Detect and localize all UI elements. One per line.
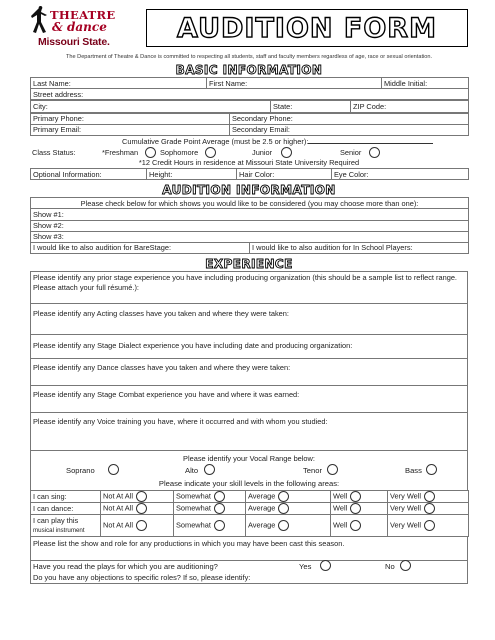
- skill-level-option[interactable]: [246, 503, 331, 515]
- skill-level-option[interactable]: [174, 503, 246, 515]
- read-plays-prompt: Have you read the plays for which you are auditioning?: [33, 562, 218, 572]
- skill-levels-prompt: Please indicate your skill levels in the following areas:: [30, 478, 468, 490]
- senior-radio[interactable]: [369, 147, 380, 158]
- soprano-radio[interactable]: [108, 464, 119, 475]
- sophomore-radio[interactable]: [205, 147, 216, 158]
- bass-label: Bass: [405, 466, 422, 476]
- skill-level-radio[interactable]: [424, 491, 435, 502]
- state-field[interactable]: State:: [271, 101, 351, 112]
- skill-level-label: Average: [248, 503, 276, 513]
- alto-label: Alto: [185, 466, 199, 476]
- tenor-label: Tenor: [303, 466, 322, 476]
- experience-heading: EXPERIENCE: [205, 257, 293, 272]
- cast-this-season-prompt: Please list the show and role for any productions in which you may have been cast this season.: [33, 539, 345, 549]
- skill-level-option[interactable]: [174, 491, 246, 503]
- read-plays-no-radio[interactable]: [400, 560, 411, 571]
- skill-level-radio[interactable]: [214, 491, 225, 502]
- form-title-box: [146, 9, 468, 47]
- secondary-email-field[interactable]: Secondary Email:: [230, 124, 469, 135]
- stage-combat-field[interactable]: [30, 386, 468, 413]
- skill-row: [31, 503, 469, 515]
- class-senior-label: Senior: [340, 147, 362, 157]
- junior-radio[interactable]: [281, 147, 292, 158]
- skill-level-option[interactable]: [101, 515, 174, 537]
- primary-email-field[interactable]: Primary Email:: [31, 124, 230, 135]
- height-field[interactable]: Height:: [147, 168, 237, 179]
- skill-label: [31, 491, 101, 503]
- skill-level-label: Very Well: [390, 520, 422, 530]
- logo-line-dance: & dance: [52, 20, 107, 34]
- freshman-radio[interactable]: [145, 147, 156, 158]
- stage-experience-field[interactable]: [30, 271, 468, 304]
- show-3-field[interactable]: Show #3:: [31, 231, 469, 242]
- audition-form-page: [30, 6, 468, 584]
- skill-level-option[interactable]: [174, 515, 246, 537]
- skill-level-option[interactable]: [388, 491, 469, 503]
- skill-level-radio[interactable]: [278, 491, 289, 502]
- skill-level-radio[interactable]: [278, 520, 289, 531]
- eye-color-field[interactable]: Eye Color:: [332, 168, 469, 179]
- skill-level-label: Somewhat: [176, 491, 211, 501]
- show-2-field[interactable]: Show #2:: [31, 220, 469, 231]
- skill-level-label: Very Well: [390, 503, 422, 513]
- class-freshman-label: *Freshman: [102, 147, 139, 157]
- hair-color-field[interactable]: Hair Color:: [237, 168, 332, 179]
- skill-level-radio[interactable]: [350, 503, 361, 514]
- middle-initial-field[interactable]: Middle Initial:: [382, 78, 469, 89]
- skill-level-label: Well: [333, 491, 348, 501]
- skill-level-label: Somewhat: [176, 520, 211, 530]
- contact-rows: [30, 113, 469, 136]
- city-state-zip-row: [30, 100, 469, 112]
- skill-level-label: Very Well: [390, 491, 422, 501]
- class-junior-label: Junior: [252, 147, 273, 157]
- skill-level-label: Well: [333, 520, 348, 530]
- optional-info-row: [30, 168, 469, 180]
- voice-training-field[interactable]: [30, 413, 468, 451]
- stage-dialect-prompt: Please identify any Stage Dialect experience you have including date and producing organization:: [33, 341, 353, 351]
- skill-level-option[interactable]: [331, 515, 388, 537]
- skill-level-label: Not At All: [103, 491, 133, 501]
- skill-label: [31, 515, 101, 537]
- theatre-dance-logo: [30, 6, 118, 52]
- skill-level-radio[interactable]: [214, 520, 225, 531]
- voice-training-prompt: Please identify any Voice training you have, where it occurred and with whom you studied:: [33, 417, 328, 427]
- credit-hours-note: *12 Credit Hours in residence at Missouri State University Required: [138, 157, 360, 167]
- stage-dialect-field[interactable]: [30, 335, 468, 359]
- role-objections-field[interactable]: [30, 572, 468, 584]
- acting-classes-field[interactable]: [30, 304, 468, 335]
- dance-classes-field[interactable]: [30, 359, 468, 386]
- secondary-phone-field[interactable]: Secondary Phone:: [230, 113, 469, 124]
- skill-levels-table: [30, 490, 469, 537]
- skill-row: [31, 491, 469, 503]
- skill-level-radio[interactable]: [424, 503, 435, 514]
- skill-label-text: I can dance:: [33, 504, 74, 514]
- show-instructions: Please check below for which shows you would like to be considered (you may choose more than one):: [31, 198, 469, 209]
- city-field[interactable]: City:: [31, 101, 271, 112]
- read-plays-row: [30, 561, 468, 572]
- bass-radio[interactable]: [426, 464, 437, 475]
- skill-level-label: Average: [248, 520, 276, 530]
- skill-level-option[interactable]: [331, 491, 388, 503]
- gpa-row: [30, 136, 468, 147]
- first-name-field[interactable]: First Name:: [207, 78, 382, 89]
- cast-this-season-field[interactable]: [30, 537, 468, 561]
- skill-level-label: Average: [248, 491, 276, 501]
- skill-level-option[interactable]: [388, 515, 469, 537]
- skill-level-radio[interactable]: [136, 491, 147, 502]
- skill-level-option[interactable]: [331, 503, 388, 515]
- skill-label: [31, 503, 101, 515]
- class-status-label: Class Status:: [32, 147, 76, 157]
- stage-experience-prompt: Please identify any prior stage experience you have including producing organization (this should be a sample list to reflect range. Please attach your full résumé.):: [33, 273, 457, 293]
- zip-field[interactable]: ZIP Code:: [351, 101, 469, 112]
- skill-label-text: I can sing:: [33, 492, 67, 502]
- skill-level-radio[interactable]: [136, 503, 147, 514]
- optional-information-label: Optional Information:: [31, 168, 147, 179]
- skill-level-option[interactable]: [101, 491, 174, 503]
- street-address-field[interactable]: Street address:: [31, 89, 469, 100]
- skill-label-text: I can play this: [33, 516, 79, 526]
- skill-level-radio[interactable]: [424, 520, 435, 531]
- skill-level-label: Not At All: [103, 503, 133, 513]
- audition-table: [30, 197, 469, 254]
- gpa-label: Cumulative Grade Point Average (must be 2.5 or higher):: [122, 136, 309, 146]
- vocal-range-prompt: Please identify your Vocal Range below:: [183, 454, 315, 464]
- yes-label: Yes: [299, 562, 312, 572]
- gpa-input-line[interactable]: [308, 137, 433, 144]
- skill-level-option[interactable]: [246, 515, 331, 537]
- skill-level-label: Not At All: [103, 520, 133, 530]
- skill-row: [31, 515, 469, 537]
- dancer-silhouette-icon: [30, 6, 52, 36]
- vocal-range-section: [30, 451, 468, 478]
- skill-level-radio[interactable]: [136, 520, 147, 531]
- logo-line-missouri-state: Missouri State.: [38, 36, 110, 48]
- skill-level-option[interactable]: [388, 503, 469, 515]
- skill-level-option[interactable]: [246, 491, 331, 503]
- read-plays-yes-radio[interactable]: [320, 560, 331, 571]
- header: [30, 6, 468, 52]
- skill-level-label: Somewhat: [176, 503, 211, 513]
- form-title: AUDITION FORM: [177, 12, 437, 44]
- no-label: No: [385, 562, 395, 572]
- soprano-label: Soprano: [66, 466, 95, 476]
- logo-line-theatre: THEATRE: [50, 8, 116, 22]
- audition-information-heading: AUDITION INFORMATION: [162, 183, 336, 198]
- role-objections-prompt: Do you have any objections to specific roles? If so, please identify:: [33, 573, 251, 583]
- dance-classes-prompt: Please identify any Dance classes have you taken and where they were taken:: [33, 363, 291, 373]
- alto-radio[interactable]: [204, 464, 215, 475]
- basic-information-table: [30, 77, 469, 100]
- barestage-checkbox-field[interactable]: I would like to also audition for BareStage:: [31, 242, 250, 253]
- school-players-checkbox-field[interactable]: I would like to also audition for In School Players:: [250, 242, 469, 253]
- class-sophomore-label: Sophomore: [160, 147, 199, 157]
- skill-level-option[interactable]: [101, 503, 174, 515]
- skill-level-radio[interactable]: [350, 491, 361, 502]
- skill-level-radio[interactable]: [214, 503, 225, 514]
- stage-combat-prompt: Please identify any Stage Combat experience you have and where it was earned:: [33, 390, 300, 400]
- tenor-radio[interactable]: [327, 464, 338, 475]
- basic-information-heading: BASIC INFORMATION: [175, 63, 323, 77]
- skill-level-radio[interactable]: [278, 503, 289, 514]
- primary-phone-field[interactable]: Primary Phone:: [31, 113, 230, 124]
- skill-sublabel-text: musical instrument: [33, 527, 85, 535]
- show-1-field[interactable]: Show #1:: [31, 209, 469, 220]
- class-status-row: [30, 147, 468, 158]
- skill-level-radio[interactable]: [350, 520, 361, 531]
- last-name-field[interactable]: Last Name:: [31, 78, 207, 89]
- department-note: The Department of Theatre & Dance is committed to respecting all students, staff and faculty members regardless of age, race or sexual orientation.: [65, 54, 433, 60]
- acting-classes-prompt: Please identify any Acting classes have you taken and where they were taken:: [33, 309, 289, 319]
- skill-level-label: Well: [333, 503, 348, 513]
